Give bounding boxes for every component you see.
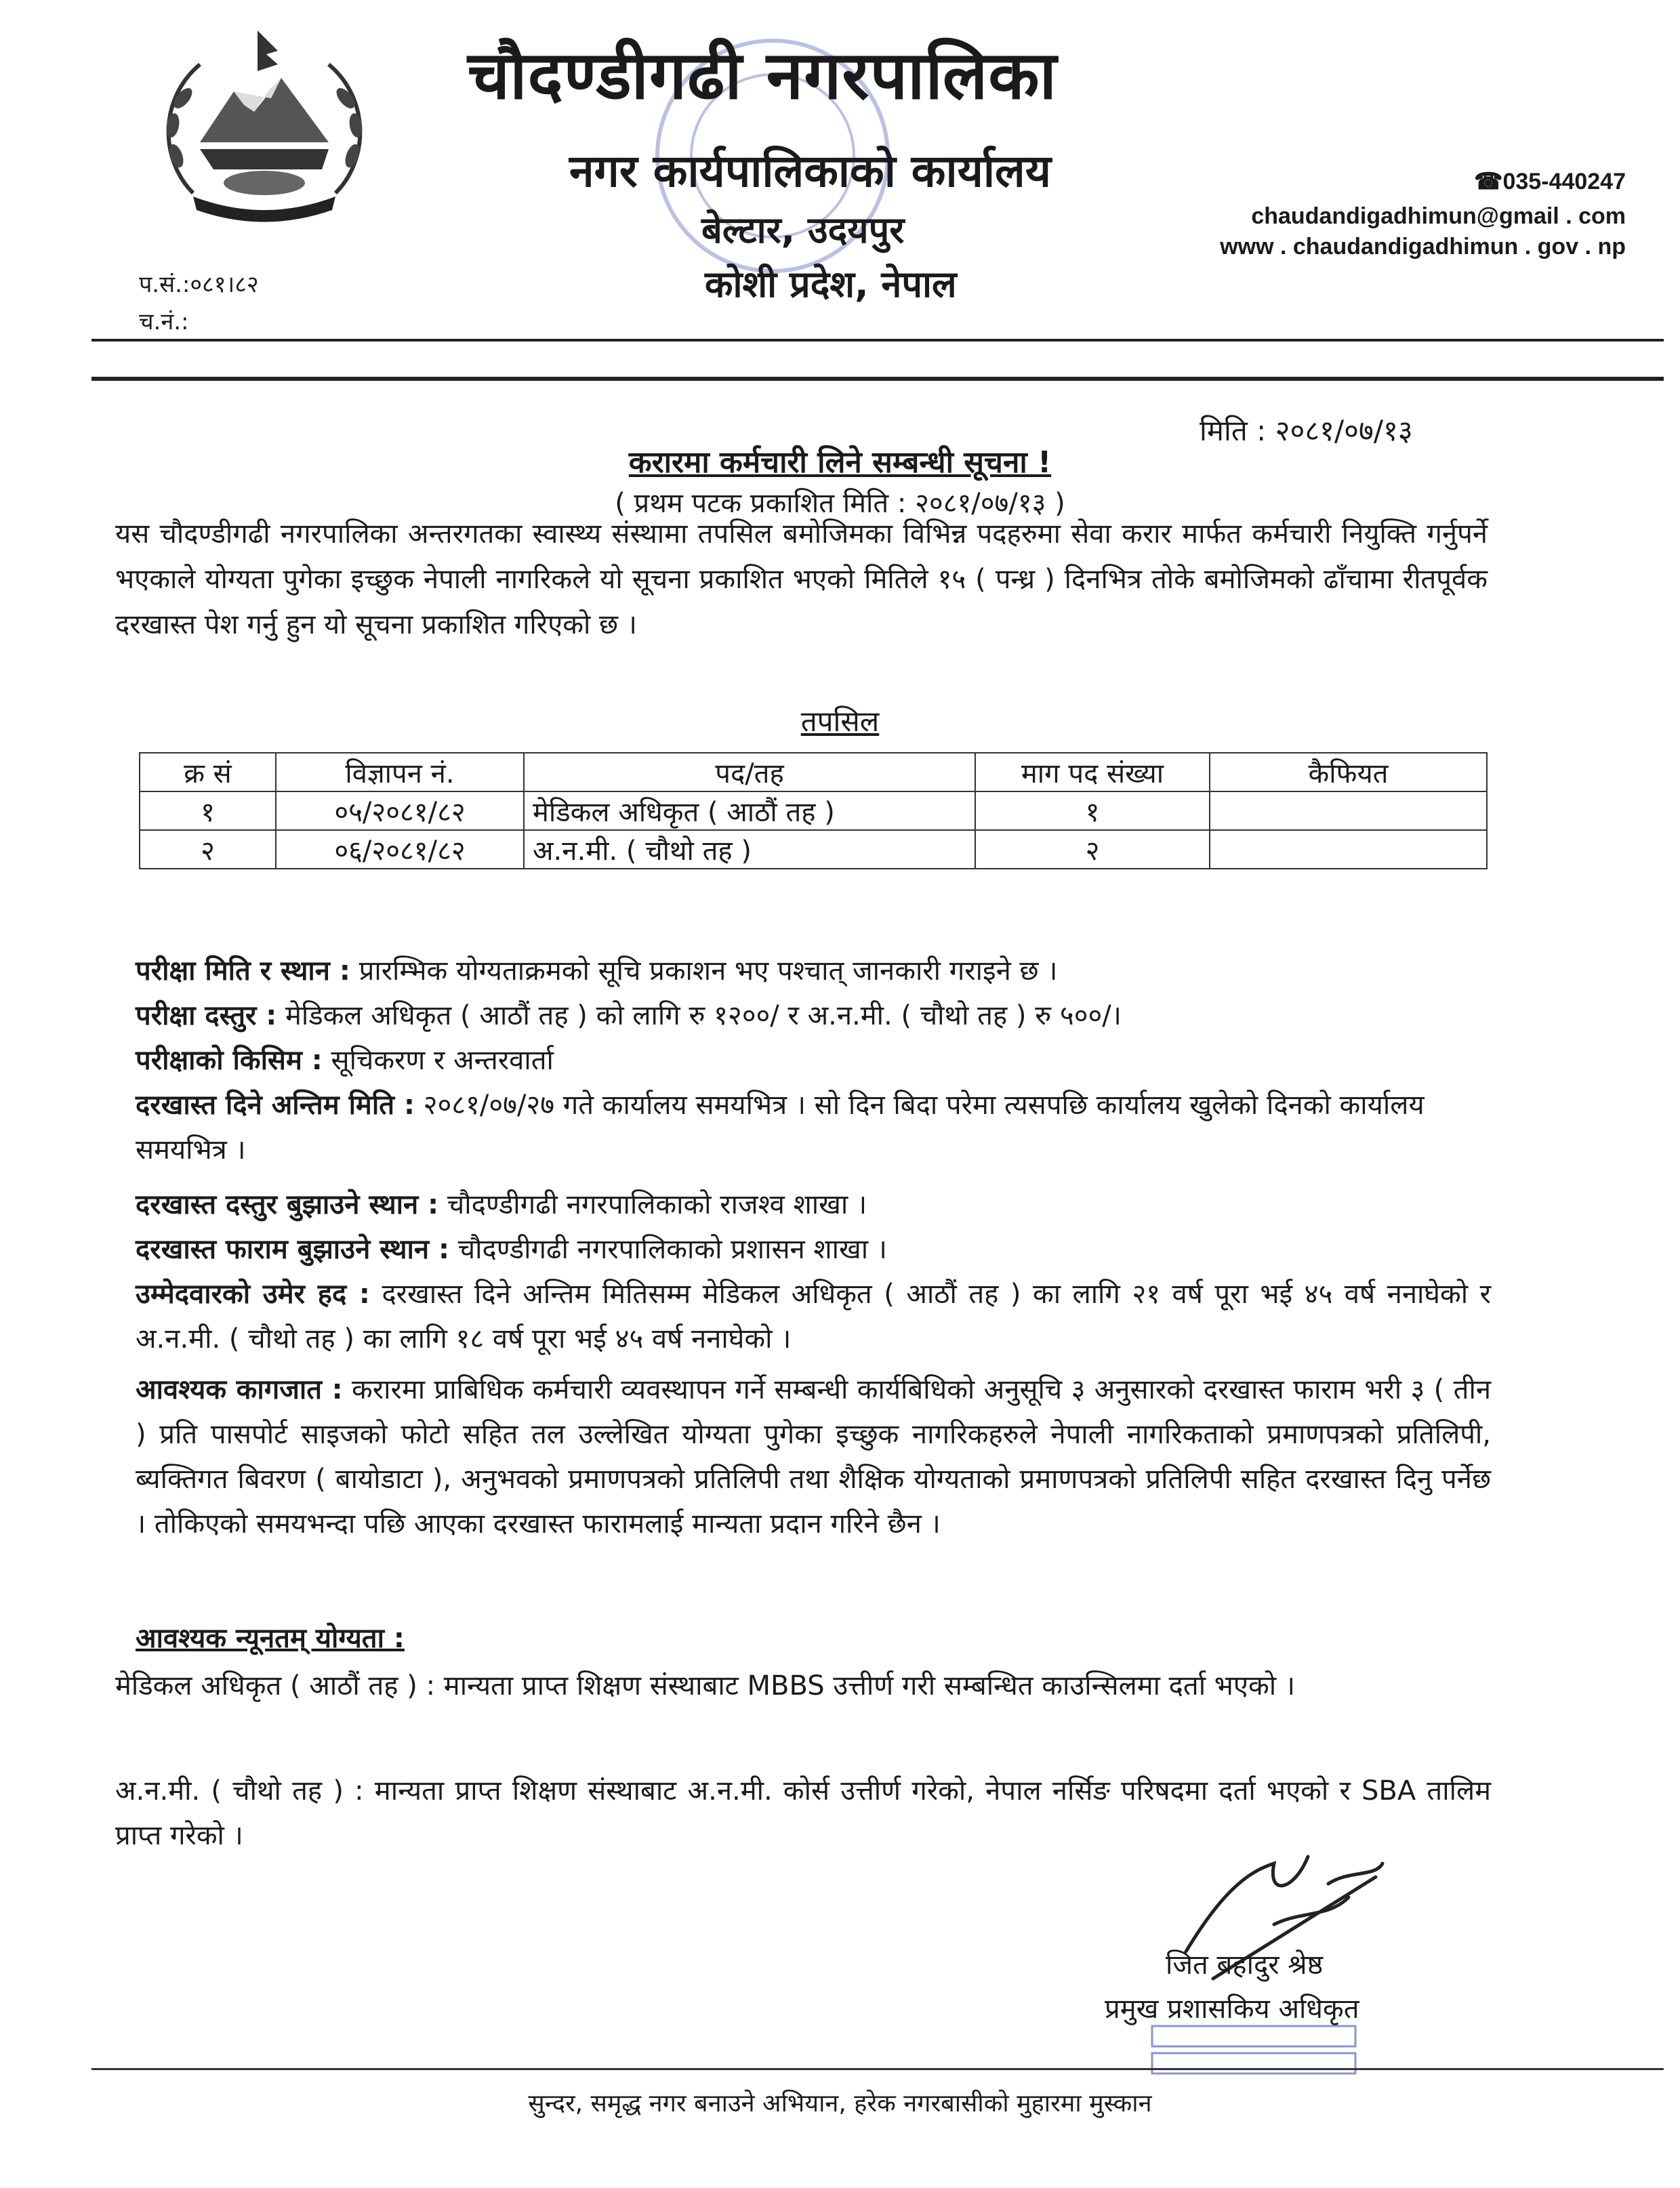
documents-line xyxy=(136,1367,1491,1546)
footer-slogan: सुन्दर, समृद्ध नगर बनाउने अभियान, हरेक नगरबासीको मुहारमा मुस्कान xyxy=(528,2090,1152,2118)
fee-place-label: दरखास्त दस्तुर बुझाउने स्थान : xyxy=(136,1189,439,1220)
cell-remarks xyxy=(1210,830,1487,869)
office-name: नगर कार्यपालिकाको कार्यालय xyxy=(569,145,1051,197)
exam-place-label: परीक्षा मिति र स्थान : xyxy=(136,955,350,987)
deadline-line xyxy=(136,1083,1491,1172)
table-row xyxy=(140,830,1487,869)
exam-place-line xyxy=(136,949,1491,993)
fee-place-line xyxy=(136,1182,1491,1227)
exam-type-label: परीक्षाको किसिम : xyxy=(136,1045,323,1076)
qualification-anm: अ.न.मी. ( चौथो तह ) : मान्यता प्राप्त शिक्षण संस्थाबाट अ.न.मी. कोर्स उत्तीर्ण गरेको, नेपाल नर्सिङ परिषदमा दर्ता भएको र SBA तालिम प्राप्त गरेको । xyxy=(115,1775,1491,1851)
signatory-title: प्रमुख प्रशासकिय अधिकृत xyxy=(1105,1994,1359,2025)
qualification-heading: आवश्यक न्यूनतम् योग्यता : xyxy=(136,1623,405,1654)
documents-text: करारमा प्राबिधिक कर्मचारी व्यवस्थापन गर्ने सम्बन्धी कार्यबिधिको अनुसूचि ३ अनुसारको दरखास्त फाराम भरी ३ ( तीन ) प्रति पासपोर्ट साइजको फोटो सहित तल उल्लेखित योग्यता पुगेका इच्छुक नागरिकहरुले नेपाली नागरिकताको प्रमाणपत्रको प्रतिलिपी, ब्यक्तिगत बिवरण ( बायोडाटा ), अनुभवको प्रमाणपत्रको प्रतिलिपी तथा शैक्षिक योग्यताको प्रमाणपत्रको प्रतिलिपी सहित दरखास्त दिनु पर्नेछ । तोकिएको समयभन्दा पछि आएका दरखास्त फारामलाई मान्यता प्रदान गरिने छैन । xyxy=(136,1374,1492,1540)
contact-email: chaudandigadhimun@gmail . com xyxy=(1251,203,1626,229)
contact-website: www . chaudandigadhimun . gov . np xyxy=(1220,234,1626,260)
age-limit-label: उम्मेदवारको उमेर हद : xyxy=(136,1279,370,1310)
exam-place-text: प्रारम्भिक योग्यताक्रमको सूचि प्रकाशन भए पश्चात् जानकारी गराइने छ । xyxy=(358,955,1058,987)
age-limit-line xyxy=(136,1272,1491,1361)
fee-place-text: चौदण्डीगढी नगरपालिकाको राजश्व शाखा । xyxy=(447,1189,867,1220)
table-row xyxy=(140,791,1487,830)
header-divider-bottom xyxy=(91,377,1664,381)
age-limit-text: दरखास्त दिने अन्तिम मितिसम्म मेडिकल अधिकृत ( आठौं तह ) का लागि २१ वर्ष पूरा भई ४५ वर्ष ननाघेको र अ.न.मी. ( चौथो तह ) का लागि १८ वर्ष पूरा भई ४५ वर्ष ननाघेको । xyxy=(136,1279,1491,1355)
vacancy-table xyxy=(139,752,1488,869)
col-header-serial: क्र सं xyxy=(140,753,276,791)
reference-number: प.सं.:०८१।८२ xyxy=(139,271,259,298)
exam-fee-line xyxy=(136,993,1491,1038)
cell-post: मेडिकल अधिकृत ( आठौं तह ) xyxy=(524,791,975,830)
deadline-text: २०८१/०७/२७ गते कार्यालय समयभित्र । सो दिन बिदा परेमा त्यसपछि कार्यालय खुलेको दिनको कार्यालय समयभित्र । xyxy=(136,1090,1425,1165)
form-place-line xyxy=(136,1227,1491,1272)
cell-count: २ xyxy=(975,830,1210,869)
header-divider-top xyxy=(91,339,1664,342)
cell-serial: १ xyxy=(140,791,276,830)
office-address-line1: बेल्टार, उदयपुर xyxy=(701,209,905,251)
cell-serial: २ xyxy=(140,830,276,869)
form-place-text: चौदण्डीगढी नगरपालिकाको प्रशासन शाखा । xyxy=(457,1234,887,1265)
cell-remarks xyxy=(1210,791,1487,830)
notice-date: मिति : २०८१/०७/१३ xyxy=(1200,414,1413,447)
org-name: चौदण्डीगढी नगरपालिका xyxy=(468,37,1058,115)
nepal-emblem-logo xyxy=(152,24,376,227)
deadline-label: दरखास्त दिने अन्तिम मिति : xyxy=(136,1090,415,1121)
exam-fee-text: मेडिकल अधिकृत ( आठौं तह ) को लागि रु १२००/ र अ.न.मी. ( चौथो तह ) रु ५००/। xyxy=(285,1000,1122,1031)
cell-ad-no: ०५/२०८१/८२ xyxy=(276,791,524,830)
cell-count: १ xyxy=(975,791,1210,830)
contact-phone: ☎035-440247 xyxy=(1474,169,1626,194)
intro-paragraph: यस चौदण्डीगढी नगरपालिका अन्तरगतका स्वास्थ्य संस्थामा तपसिल बमोजिमका विभिन्न पदहरुमा सेवा करार मार्फत कर्मचारी नियुक्ति गर्नुपर्ने भएकाले योग्यता पुगेका इच्छुक नेपाली नागरिकले यो सूचना प्रकाशित भएको मितिले १५ ( पन्ध्र ) दिनभित्र तोके बमोजिमको ढाँचामा रीतपूर्वक दरखास्त पेश गर्नु हुन यो सूचना प्रकाशित गरिएको छ । xyxy=(115,518,1488,640)
dispatch-number: च.नं.: xyxy=(139,308,189,335)
exam-type-line xyxy=(136,1038,1491,1083)
qualification-medical-officer: मेडिकल अधिकृत ( आठौं तह ) : मान्यता प्राप्त शिक्षण संस्थाबाट MBBS उत्तीर्ण गरी सम्बन्धित काउन्सिलमा दर्ता भएको । xyxy=(115,1670,1295,1701)
exam-type-text: सूचिकरण र अन्तरवार्ता xyxy=(331,1045,554,1076)
signatory-name: जित बहादुर श्रेष्ठ xyxy=(1166,1949,1324,1981)
col-header-post: पद/तह xyxy=(524,753,975,791)
footer-divider xyxy=(91,2068,1664,2070)
notice-subtitle: ( प्रथम पटक प्रकाशित मिति : २०८१/०७/१३ ) xyxy=(615,488,1065,519)
col-header-ad-no: विज्ञापन नं. xyxy=(276,753,524,791)
col-header-count: माग पद संख्या xyxy=(975,753,1210,791)
notice-title: करारमा कर्मचारी लिने सम्बन्धी सूचना ! xyxy=(628,445,1052,480)
cell-ad-no: ०६/२०८१/८२ xyxy=(276,830,524,869)
cell-post: अ.न.मी. ( चौथो तह ) xyxy=(524,830,975,869)
table-header-row xyxy=(140,753,1487,791)
form-place-label: दरखास्त फाराम बुझाउने स्थान : xyxy=(136,1234,450,1265)
documents-label: आवश्यक कागजात : xyxy=(136,1374,343,1405)
schedule-heading: तपसिल xyxy=(800,705,880,738)
col-header-remarks: कैफियत xyxy=(1210,753,1487,791)
exam-fee-label: परीक्षा दस्तुर : xyxy=(136,1000,277,1031)
office-address-line2: कोशी प्रदेश, नेपाल xyxy=(705,263,957,306)
